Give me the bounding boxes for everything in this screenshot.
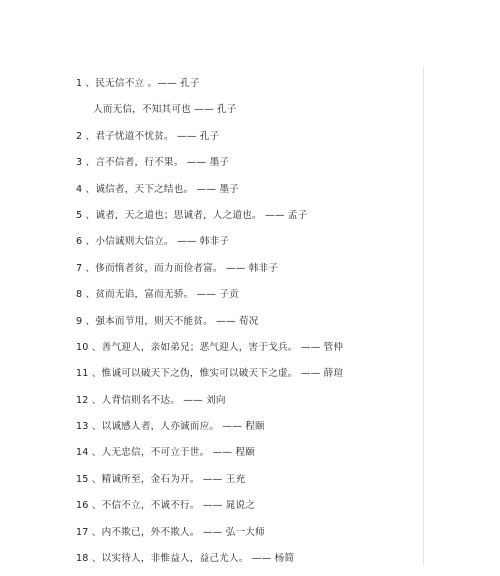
- quote-text: 18 、以实待人，非惟益人，益己尤人。 —— 杨简: [76, 553, 295, 565]
- quote-text: 7 、侈而惰者贫，而力而俭者富。 —— 韩非子: [76, 262, 279, 274]
- quote-item: [76, 497, 416, 523]
- quote-item: [76, 260, 416, 286]
- quote-item: [76, 392, 416, 418]
- quote-text: 16 、不信不立，不诚不行。 —— 晁说之: [76, 500, 256, 512]
- quote-text: 5 、诚者，天之道也；思诚者，人之道也。 —— 孟子: [76, 209, 308, 221]
- quote-text: 1 、民无信不立 。—— 孔子: [76, 78, 200, 89]
- quote-item: [76, 365, 416, 391]
- quote-item: [76, 471, 416, 497]
- quote-item: [76, 444, 416, 470]
- quote-text: 11 、惟诚可以破天下之伪，惟实可以破天下之虚。 —— 薛瑄: [76, 368, 344, 380]
- quote-item: [76, 154, 416, 180]
- quote-text: 13 、以诚感人者，人亦诚而应。 —— 程颐: [76, 421, 265, 433]
- quote-item: [76, 550, 416, 576]
- quote-text: 8 、贫而无谄，富而无骄。 —— 子贡: [76, 289, 239, 301]
- quote-list: [76, 75, 416, 576]
- quote-item: [76, 181, 416, 207]
- quote-item: [76, 75, 416, 101]
- quote-text: 14 、人无忠信，不可立于世。 —— 程颐: [76, 447, 256, 459]
- page-edge-divider: [423, 66, 424, 566]
- quote-text: 2 、君子忧道不忧贫。 —— 孔子: [76, 130, 220, 142]
- quote-item: [76, 286, 416, 312]
- quote-item: [76, 339, 416, 365]
- quote-text: 9 、强本而节用，则天不能贫。 —— 荀况: [76, 315, 259, 327]
- quote-text: 12 、人背信则名不达。 —— 刘向: [76, 394, 226, 406]
- quote-text: 人而无信，不知其可也 —— 孔子: [93, 104, 237, 116]
- quote-text: 4 、诚信者，天下之结也。 —— 墨子: [76, 183, 239, 195]
- quote-item: [76, 128, 416, 154]
- quote-text: 6 、小信诚则大信立。 —— 韩非子: [76, 236, 230, 248]
- quote-item: [76, 207, 416, 233]
- quote-text: 3 、言不信者，行不果。 —— 墨子: [76, 157, 230, 169]
- quote-text: 10 、善气迎人，亲如弟兄；恶气迎人，害于戈兵。 —— 管仲: [76, 341, 344, 353]
- quote-item: [76, 524, 416, 550]
- quote-item: [76, 101, 416, 127]
- quote-text: 17 、内不欺已，外不欺人。 —— 弘一大师: [76, 526, 265, 538]
- quote-item: [76, 418, 416, 444]
- quote-item: [76, 233, 416, 259]
- quote-text: 15 、精诚所至，金石为开。 —— 王充: [76, 473, 246, 485]
- quote-item: [76, 313, 416, 339]
